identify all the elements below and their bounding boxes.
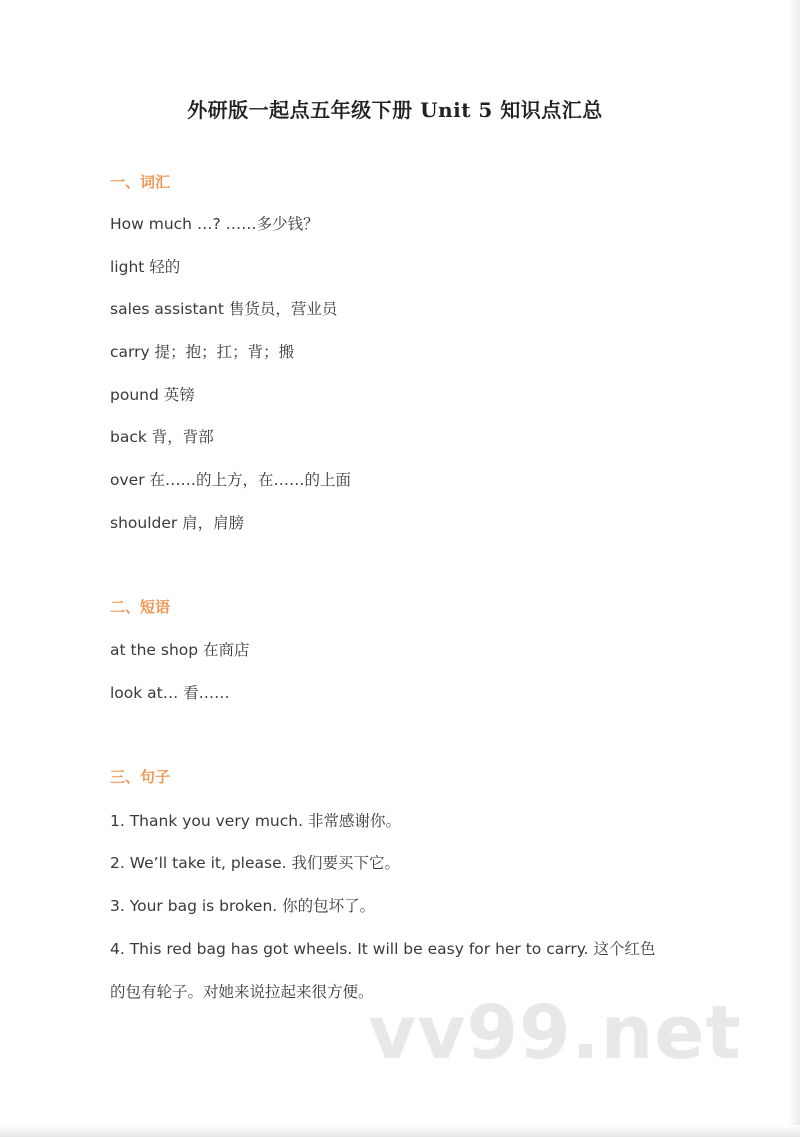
vocabulary-item: light 轻的 bbox=[110, 258, 181, 276]
vocabulary-item: pound 英镑 bbox=[110, 386, 195, 404]
page-right-edge-shadow bbox=[788, 0, 800, 1137]
vocabulary-item: shoulder 肩，肩膀 bbox=[110, 514, 245, 532]
phrase-item: at the shop 在商店 bbox=[110, 641, 250, 659]
page-bottom-edge-shadow bbox=[0, 1125, 800, 1137]
section-heading-vocabulary: 一、词汇 bbox=[110, 173, 171, 191]
sentence-item-continuation: 的包有轮子。对她来说拉起来很方便。 bbox=[110, 983, 374, 1001]
vocabulary-item: carry 提；抱；扛；背；搬 bbox=[110, 343, 295, 361]
section-heading-sentences: 三、句子 bbox=[110, 768, 171, 786]
vocabulary-item: How much …? ……多少钱？ bbox=[110, 215, 319, 233]
sentence-item: 4. This red bag has got wheels. It will be easy for her to carry. 这个红色 bbox=[110, 940, 656, 958]
sentence-item: 2. We’ll take it, please. 我们要买下它。 bbox=[110, 854, 400, 872]
document-title: 外研版一起点五年级下册 Unit 5 知识点汇总 bbox=[187, 98, 603, 122]
vocabulary-item: over 在……的上方，在……的上面 bbox=[110, 471, 351, 489]
section-heading-phrases: 二、短语 bbox=[110, 598, 171, 616]
phrase-item: look at… 看…… bbox=[110, 684, 230, 702]
sentence-item: 3. Your bag is broken. 你的包坏了。 bbox=[110, 897, 376, 915]
vocabulary-item: sales assistant 售货员，营业员 bbox=[110, 300, 338, 318]
vocabulary-item: back 背，背部 bbox=[110, 428, 214, 446]
sentence-item: 1. Thank you very much. 非常感谢你。 bbox=[110, 812, 401, 830]
watermark: vv99.net bbox=[368, 990, 742, 1076]
